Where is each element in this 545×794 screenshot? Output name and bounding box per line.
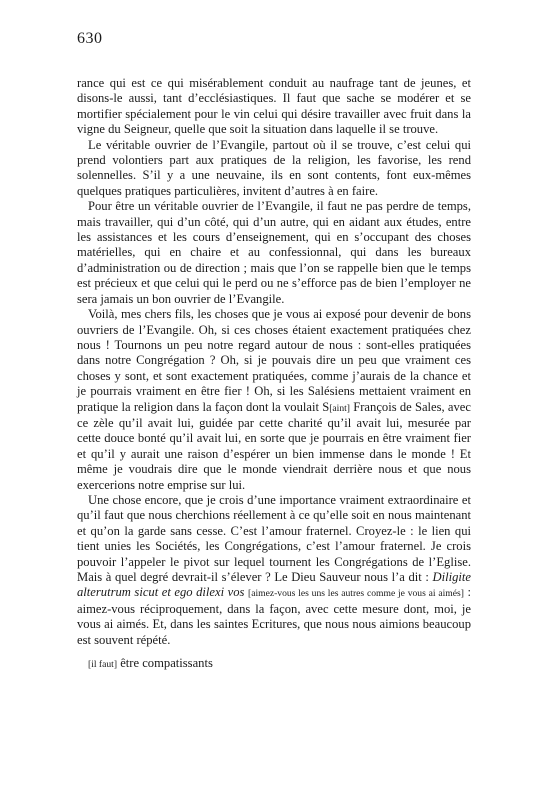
page-number: 630 (77, 30, 103, 47)
latin-quotation: Diligite alterutrum sicut et ego dilexi vos (77, 570, 471, 600)
spaced-text-block (77, 653, 471, 675)
paragraph-3: Pour être un véritable ouvrier de l’Evangile, il faut ne pas perdre de temps, mais travailler, qui d’un côté, qui d’un autre, qui en aidant aux études, entre les assistances et les cours d’enseignement, qui en s’occupant des choses matérielles, qui en chaire et au confessionnal, qui dans les bureaux d’administration ou de direction ; mais que l’on se rappelle bien que le temps est précieux et que celui qui le perd ou ne s’efforce pas de bien l’employer ne sera jamais un bon ouvrier de l’Evangile. (77, 199, 471, 306)
editorial-bracket: [aint] (329, 402, 350, 414)
paragraph-1: rance qui est ce qui misérablement conduit au naufrage tant de jeunes, et disons-le aussi, tant d’ecclésiastiques. Il faut que sache se modérer et se mortifier spécialement pour le vin celui qui désire travailler avec fruit dans la vigne du Seigneur, quelle que soit la situation dans laquelle il se trouve. (77, 76, 471, 137)
editorial-bracket: [il faut] (88, 659, 118, 671)
page-body (77, 76, 471, 675)
paragraph-5: Une chose encore, que je crois d’une importance vraiment extraordinaire et qu’il faut que nous cherchions réellement à ce qu’elle soit en nous maintenant et qu’on la garde sans cesse. C’est l’amour fraternel. Croyez-le : le lien qui tient unies les Sociétés, les Congrégations, c’est l’amour fraternel. Je crois pouvoir l’appeler le pivot sur lequel tournent les Congrégations de l’Eglise. Mais à quel degré devrait-il s’élever ? Le Dieu Sauveur nous l’a dit : Diligite alterutrum sicut et ego dilexi vos [aimez-vous les uns les autres comme je vous ai aimés] : aimez-vous réciproquement, dans la façon, avec cette mesure dont, moi, je vous ai aimés. Et, dans les saintes Ecritures, que nous nous aimions beaucoup est souvent répété. (77, 492, 471, 647)
paragraph-6: [il faut] être compatissants (88, 656, 213, 671)
paragraph-4: Voilà, mes chers fils, les choses que je vous ai exposé pour devenir de bons ouvriers de l’Evangile. Oh, si ces choses étaient exactement pratiquées chez nous ! Tournons un peu notre regard autour de nous : sont-elles pratiquées dans notre Congrégation ? Oh, si je pouvais dire un peu que vraiment ces choses y sont, et sont exactement pratiquées, comme j’aurais de la chance et je pourrais vraiment en être fier ! Oh, si les Salésiens mettaient vraiment en pratique la religion dans la façon dont la voulait S[aint] François de Sales, avec ce zèle qu’il avait lui, guidée par cette charité qu’il avait lui, mesurée par cette douce bonté qu’il avait lui, en sorte que je pourrais en être vraiment fier et qu’il y aurait une raison d’espérer un bien immense dans le monde ! Et même je voudrais dire que le monde viendrait derrière nous et que nous exercerions notre emprise sur lui. (77, 307, 471, 492)
translation-gloss: [aimez-vous les uns les autres comme je vous ai aimés] (248, 588, 464, 600)
paragraph-2: Le véritable ouvrier de l’Evangile, partout où il se trouve, c’est celui qui prend volontiers part aux pratiques de la religion, les favorise, les rend solennelles. S’il y a une neuvaine, ils en sont contents, font eux-mêmes quelques pratiques particulières, invitent d’autres à en faire. (77, 137, 471, 198)
dense-text-block (77, 76, 471, 648)
